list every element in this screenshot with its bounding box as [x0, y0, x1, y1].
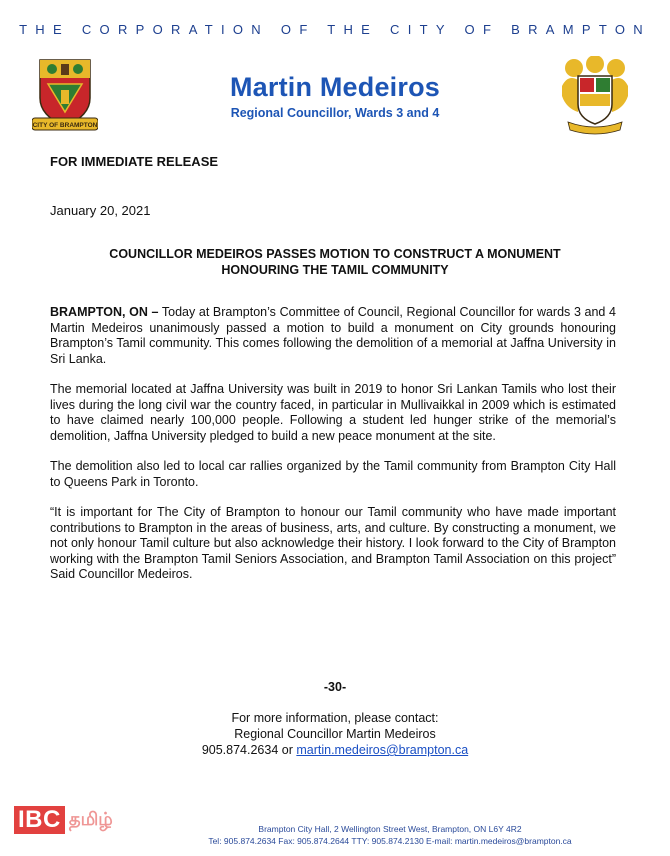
footer-contacts: Tel: 905.874.2634 Fax: 905.874.2644 TTY: 905.874.2130 E-mail: martin.medeiros@brampton.ca: [208, 836, 572, 846]
contact-email-link[interactable]: martin.medeiros@brampton.ca: [296, 743, 469, 757]
paragraph-1: [50, 305, 616, 367]
contact-phone: 905.874.2634 or: [201, 743, 297, 757]
paragraph-1-text: Today at Brampton’s Committee of Council, Regional Councillor for wards 3 and 4 Martin Medeiros unanimously passed a motion to build a monument on City grounds honouring Brampton’s Tamil community. This comes following the demolition of a memorial at Jaffna University in Sri Lanka.: [50, 305, 616, 366]
coat-of-arms-logo: [558, 56, 632, 136]
dateline: BRAMPTON, ON –: [50, 305, 159, 319]
release-date: January 20, 2021: [50, 203, 151, 218]
councillor-role: Regional Councillor, Wards 3 and 4: [230, 106, 440, 120]
contact-intro: For more information, please contact:: [231, 711, 439, 725]
end-mark: -30-: [323, 680, 347, 694]
footer: [120, 823, 660, 847]
contact-line: [0, 742, 670, 758]
headline-line-1: COUNCILLOR MEDEIROS PASSES MOTION TO CONSTRUCT A MONUMENT: [109, 247, 561, 261]
paragraph-2: The memorial located at Jaffna University was built in 2019 to honor Sri Lankan Tamils who lost their lives during the long civil war the country faced, in particular in Mullivaikkal in 2009 which is estimated to have claimed nearly 100,000 people. Following a student led hunger strike of the memorial’s demolition, Jaffna University pledged to build a new peace monument at the site.: [50, 382, 616, 443]
contact-name: Regional Councillor Martin Medeiros: [234, 727, 436, 741]
paragraph-3: The demolition also led to local car rallies organized by the Tamil community from Brampton City Hall to Queens Park in Toronto.: [50, 459, 616, 489]
councillor-name: Martin Medeiros: [229, 72, 441, 102]
ibc-tamil-text: தமிழ்: [68, 808, 113, 830]
release-body: [50, 305, 616, 598]
headline-line-2: HONOURING THE TAMIL COMMUNITY: [221, 263, 449, 277]
headline: [40, 246, 630, 278]
footer-address: Brampton City Hall, 2 Wellington Street West, Brampton, ON L6Y 4R2: [258, 824, 522, 834]
crest-label: CITY OF BRAMPTON: [32, 122, 98, 129]
release-tag: FOR IMMEDIATE RELEASE: [50, 154, 219, 169]
ibc-logo: IBC: [14, 806, 65, 834]
contact-block: [0, 710, 670, 758]
ibc-watermark: [14, 806, 113, 834]
corporation-header: THE CORPORATION OF THE CITY OF BRAMPTON: [19, 22, 651, 37]
paragraph-4: “It is important for The City of Brampton to honour our Tamil community who have made important contributions to Brampton in the areas of business, arts, and culture. By constructing a monument, we not only honour Tamil culture but also acknowledge their history. I look forward to the City of Brampton working with the Brampton Tamil Seniors Association, and Brampton Tamil Association on this project” Said Councillor Medeiros.: [50, 505, 616, 581]
